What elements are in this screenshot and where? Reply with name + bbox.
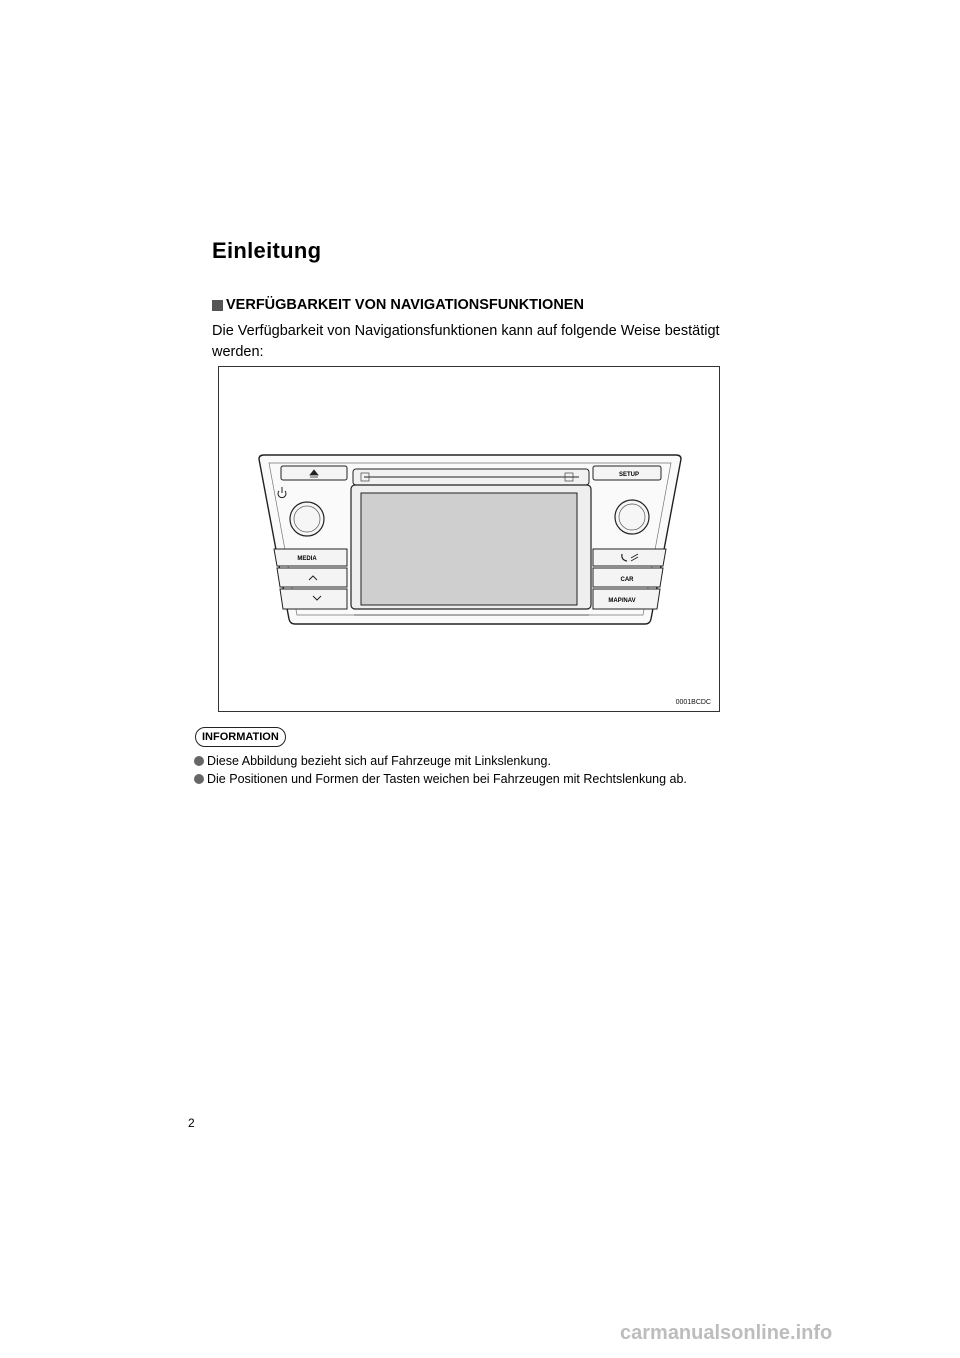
head-unit-figure <box>218 366 720 712</box>
display-screen[interactable] <box>361 493 577 605</box>
list-item-text: Diese Abbildung bezieht sich auf Fahrzeuge mit Linkslenkung. <box>207 754 551 768</box>
media-label: MEDIA <box>297 556 317 562</box>
watermark: carmanualsonline.info <box>620 1322 833 1344</box>
information-list <box>194 752 814 788</box>
bullet-icon <box>194 774 204 784</box>
square-bullet-icon <box>212 300 223 311</box>
phone-button[interactable] <box>593 549 666 566</box>
information-badge: INFORMATION <box>195 727 286 747</box>
section-heading-text: VERFÜGBARKEIT VON NAVIGATIONSFUNKTIONEN <box>226 297 584 313</box>
seek-down-button[interactable] <box>280 589 347 609</box>
setup-label: SETUP <box>618 472 640 478</box>
page-number: 2 <box>188 1116 195 1130</box>
figure-code: 0001BCDC <box>675 699 711 706</box>
list-item-text: Die Positionen und Formen der Tasten weichen bei Fahrzeugen mit Rechtslenkung ab. <box>207 772 687 786</box>
list-item <box>194 752 814 770</box>
map-nav-label: MAP/NAV <box>608 598 636 604</box>
page-title: Einleitung <box>212 238 322 263</box>
intro-paragraph: Die Verfügbarkeit von Navigationsfunktionen kann auf folgende Weise bestätigt werden: <box>212 323 720 360</box>
car-label: CAR <box>620 577 634 583</box>
tune-knob[interactable] <box>615 500 649 534</box>
volume-knob[interactable] <box>290 502 324 536</box>
head-unit-illustration <box>219 367 721 713</box>
section-heading <box>212 297 584 313</box>
bullet-icon <box>194 756 204 766</box>
list-item <box>194 770 814 788</box>
